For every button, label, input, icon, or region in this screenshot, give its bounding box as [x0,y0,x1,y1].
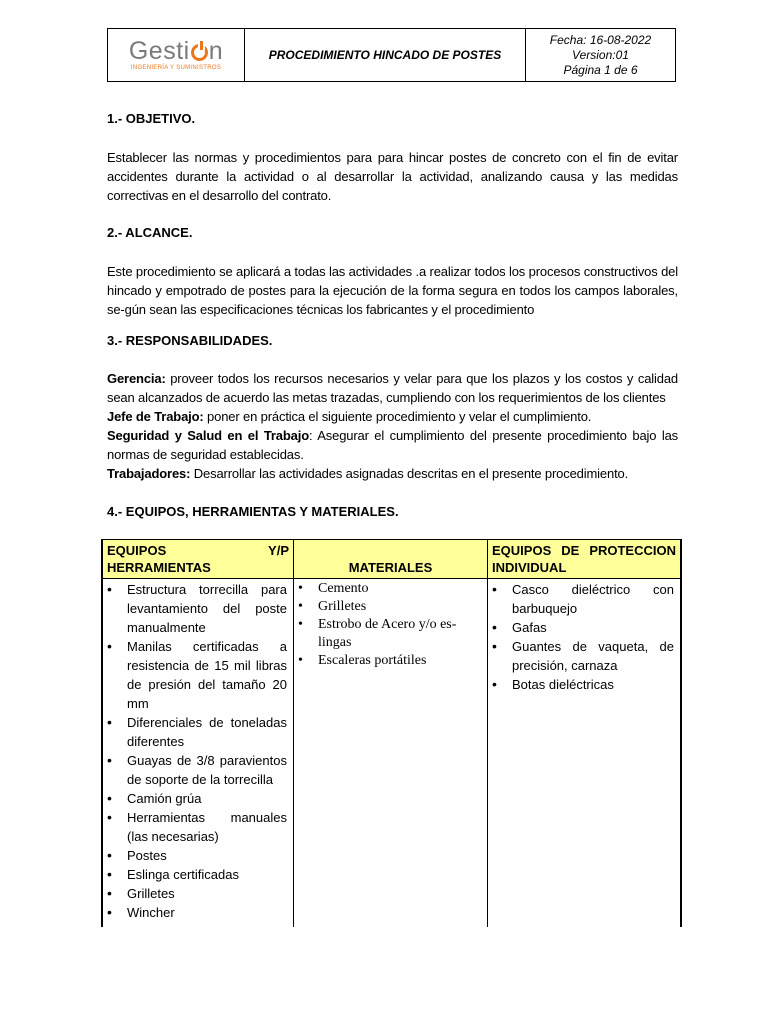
header-equipos-herramientas [101,540,294,578]
responsibility-trabajadores [107,464,678,483]
table-header-row [101,539,682,578]
list-item: • Diferenciales de toneladas diferentes [103,713,287,751]
list-item: • Eslinga certificadas [103,865,287,884]
role-label: Jefe de Trabajo: [107,409,204,424]
epp-column [488,579,682,927]
responsibility-seguridad [107,426,678,464]
responsibility-jefe-de-trabajo [107,407,678,426]
section-heading-responsabilidades: 3.- RESPONSABILIDADES. [107,333,273,348]
logo-subtitle: INGENIERÍA Y SUMINISTROS [130,65,222,71]
list-item: • Botas dieléctricas [488,675,674,694]
section-heading-equipos: 4.- EQUIPOS, HERRAMIENTAS Y MATERIALES. [107,504,399,519]
epp-list [488,579,680,694]
document-page: Página 1 de 6 [563,62,638,77]
role-description: poner en práctica el siguiente procedimiento y velar el cumplimiento. [203,409,592,424]
role-description: : Asegurar el cumplimiento del presente procedimiento bajo las normas de seguridad establecidas. [107,428,678,462]
role-label: Gerencia: [107,371,166,386]
equipos-list [103,579,293,922]
document-header [107,28,676,82]
list-item: • Estrobo de Acero y/o es-lingas [294,616,481,652]
list-item: • Guantes de vaqueta, de precisión, carnaza [488,637,674,675]
document-meta [526,29,675,81]
section-heading-objetivo: 1.- OBJETIVO. [107,111,196,126]
list-item: • Grilletes [294,598,481,616]
list-item: • Cemento [294,580,481,598]
table-body-row [101,578,682,927]
header-epp: EQUIPOS DE PROTECCION INDIVIDUAL [488,540,682,578]
role-label: Seguridad y Salud en el Trabajo [107,428,310,443]
document-date: Fecha: 16-08-2022 [549,32,652,47]
list-item: • Gafas [488,618,674,637]
section-heading-alcance: 2.- ALCANCE. [107,225,193,240]
responsibilities-list [107,369,678,483]
power-icon [191,44,208,61]
role-label: Trabajadores: [107,466,191,481]
document-version: Version:01 [572,47,629,62]
header-text: EQUIPOS [107,543,167,558]
list-item: • Grilletes [103,884,287,903]
list-item: • Escaleras portátiles [294,652,481,670]
list-item: • Postes [103,846,287,865]
logo-text-part2: n [208,37,224,65]
company-logo [108,29,245,81]
equipment-table [101,539,682,927]
list-item: • Manilas certificadas a resistencia de 15 mil libras de presión del tamaño 20 mm [103,637,287,713]
responsibility-gerencia [107,369,678,407]
list-item: • Guayas de 3/8 paravientos de soporte de la torrecilla [103,751,287,789]
logo-text-part1: Gesti [128,37,190,65]
role-description: proveer todos los recursos necesarios y velar para que los plazos y los costos y calidad sean alcanzados de acuerdo las metas trazadas, cumpliendo con los requerimientos de los clientes [107,371,678,405]
role-description: Desarrollar las actividades asignadas descritas en el presente procedimiento. [190,466,629,481]
header-text: HERRAMIENTAS [107,560,211,575]
equipos-column [101,579,294,927]
materiales-list [294,579,487,670]
list-item: • Herramientas manuales (las necesarias) [103,808,287,846]
alcance-paragraph: Este procedimiento se aplicará a todas las actividades .a realizar todos los procesos constructivos del hincado y empotrado de postes para la ejecución de la forma segura en todos los campos laborales, se-gún sean las especificaciones técnicas los fabricantes y el procedimiento [107,264,678,317]
header-materiales: MATERIALES [294,540,488,578]
logo-wordmark [129,39,223,63]
list-item: • Casco dieléctrico con barbuquejo [488,580,674,618]
list-item: • Camión grúa [103,789,287,808]
document-title: PROCEDIMIENTO HINCADO DE POSTES [245,29,526,81]
materiales-column [294,579,488,927]
list-item: • Wincher [103,903,287,922]
list-item: • Estructura torrecilla para levantamiento del poste manualmente [103,580,287,637]
objetivo-paragraph: Establecer las normas y procedimientos para para hincar postes de concreto con el fin de evitar accidentes durante la actividad o al desarrollar la actividad, analizando causa y las medidas correctivas en el desarrollo del contrato. [107,150,678,203]
header-text: Y/P [268,543,289,558]
